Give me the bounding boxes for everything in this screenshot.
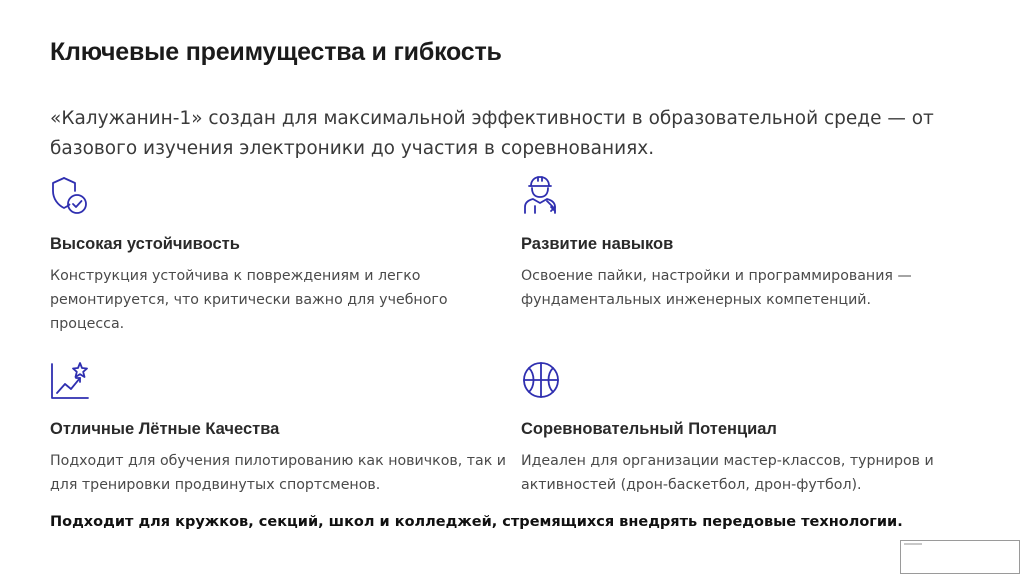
feature-text: Освоение пайки, настройки и программирования — фундаментальных инженерных компетенций.: [521, 268, 912, 308]
slide-intro: «Калужанин-1» создан для максимальной эффективности в образовательной среде — от базового изучения электроники до участия в соревнованиях.: [50, 108, 934, 159]
engineer-icon: [521, 175, 561, 215]
feature-text: Подходит для обучения пилотированию как новичков, так и для тренировки продвинутых спортсменов.: [50, 453, 507, 493]
feature-text: Идеален для организации мастер-классов, турниров и активностей (дрон-баскетбол, дрон-футбол).: [521, 453, 934, 493]
feature-competition: [521, 360, 991, 493]
feature-text: Конструкция устойчива к повреждениям и легко ремонтируется, что критически важно для учебного процесса.: [50, 268, 448, 332]
feature-skills: [521, 175, 991, 308]
feature-durability: [50, 175, 520, 332]
feature-flight: [50, 360, 520, 493]
thumbnail-mark: [904, 543, 922, 545]
feature-title: Развитие навыков: [521, 235, 674, 253]
growth-chart-star-icon: [50, 360, 90, 400]
slide-footer-note: Подходит для кружков, секций, школ и колледжей, стремящихся внедрять передовые технологии.: [50, 514, 903, 530]
feature-title: Высокая устойчивость: [50, 235, 240, 253]
slide-thumbnail[interactable]: [900, 540, 1020, 574]
basketball-icon: [521, 360, 561, 400]
feature-title: Отличные Лётные Качества: [50, 420, 280, 438]
slide-title: Ключевые преимущества и гибкость: [50, 38, 502, 66]
feature-title: Соревновательный Потенциал: [521, 420, 777, 438]
shield-check-icon: [50, 175, 90, 215]
